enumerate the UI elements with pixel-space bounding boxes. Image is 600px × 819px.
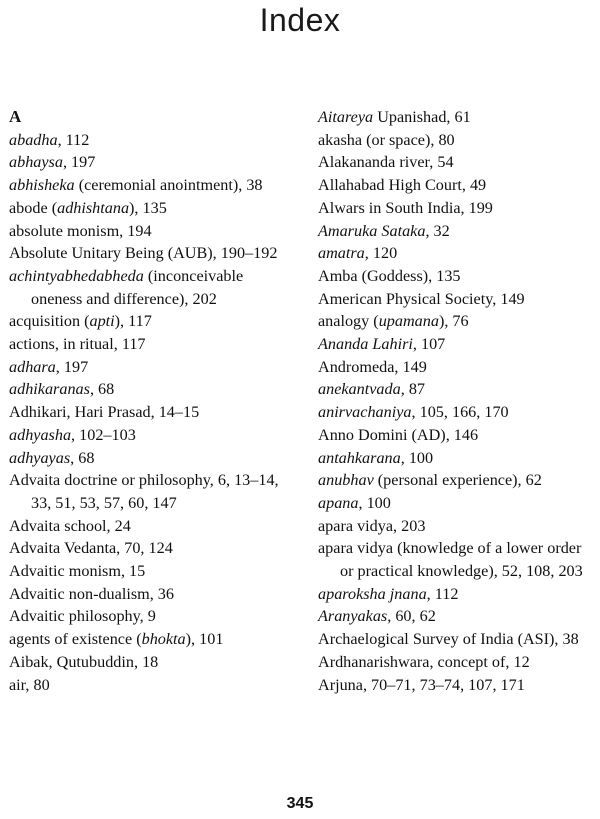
- index-entry: [9, 424, 297, 447]
- index-text: , 100: [400, 448, 434, 467]
- index-text: Advaitic philosophy, 9: [9, 607, 156, 626]
- index-text: Aibak, Qutubuddin, 18: [9, 652, 159, 671]
- index-entry: [9, 378, 297, 401]
- index-text: Ardhanarishwara, concept of, 12: [318, 652, 530, 671]
- index-text: apara vidya (knowledge of a lower order or practical knowledge), 52, 108, 203: [318, 539, 583, 581]
- index-entry: [318, 129, 598, 152]
- index-term-italic: apana: [318, 493, 359, 512]
- index-entry: [9, 129, 297, 152]
- index-entry: [9, 651, 297, 674]
- index-term-italic: anirvachaniya: [318, 403, 412, 422]
- index-entry: [9, 151, 297, 174]
- index-text: Advaita school, 24: [9, 516, 131, 535]
- index-text: Absolute Unitary Being (AUB), 190–192: [9, 244, 278, 263]
- index-text: abode (: [9, 198, 58, 217]
- index-term-italic: apti: [89, 312, 115, 331]
- index-text: ), 117: [114, 312, 152, 331]
- index-entry: [9, 628, 297, 651]
- index-entry: [318, 628, 598, 651]
- index-text: Advaitic non-dualism, 36: [9, 584, 174, 603]
- index-entry: [318, 492, 598, 515]
- index-text: Allahabad High Court, 49: [318, 176, 487, 195]
- index-term-italic: abadha: [9, 130, 58, 149]
- index-entry: [318, 288, 598, 311]
- index-text: agents of existence (: [9, 630, 142, 649]
- index-text: ), 135: [129, 198, 167, 217]
- index-entry: [318, 151, 598, 174]
- index-entry: [9, 674, 297, 697]
- index-text: , 120: [364, 244, 398, 263]
- index-text: (inconceivable oneness and difference), 202: [31, 266, 244, 308]
- index-text: Advaita doctrine or philosophy, 6, 13–14, 33, 51, 53, 57, 60, 147: [9, 471, 279, 512]
- index-entry: [9, 401, 297, 424]
- index-text: Adhikari, Hari Prasad, 14–15: [9, 403, 200, 422]
- index-term-italic: achintyabhedabheda: [9, 266, 144, 285]
- index-text: , 102–103: [71, 425, 136, 444]
- index-entry-list-right: [318, 106, 598, 696]
- index-entry: [9, 174, 297, 197]
- index-text: , 68: [89, 380, 115, 399]
- index-entry: [9, 560, 297, 583]
- index-text: , 112: [426, 584, 459, 603]
- index-text: Advaita Vedanta, 70, 124: [9, 539, 173, 558]
- index-text: (ceremonial anointment), 38: [74, 176, 263, 195]
- index-entry: [318, 674, 598, 697]
- section-letter: A: [9, 107, 22, 126]
- index-text: , 100: [358, 493, 391, 512]
- index-term-italic: adhyasha: [9, 425, 72, 444]
- index-entry: [9, 356, 297, 379]
- index-entry: [9, 447, 297, 470]
- index-entry: [318, 651, 598, 674]
- index-entry: [9, 333, 297, 356]
- index-term-italic: bhokta: [141, 630, 186, 649]
- index-entry: [318, 515, 598, 538]
- index-entry: [318, 242, 598, 265]
- index-entry: [9, 469, 297, 514]
- index-entry: [9, 242, 297, 265]
- index-text: , 197: [55, 357, 89, 376]
- index-entry: [318, 310, 598, 333]
- index-entry: [9, 605, 297, 628]
- index-term-italic: abhaysa: [9, 153, 63, 172]
- index-entry: [318, 378, 598, 401]
- index-entry: [318, 174, 598, 197]
- index-text: , 197: [62, 153, 96, 172]
- page-title: Index: [259, 2, 341, 38]
- index-text: acquisition (: [9, 312, 90, 331]
- index-entry: [318, 220, 598, 243]
- index-column-left: [9, 106, 297, 696]
- index-text: akasha (or space), 80: [318, 130, 455, 149]
- index-entry: [318, 424, 598, 447]
- index-term-italic: adhishtana: [57, 198, 130, 217]
- index-entry: [318, 605, 598, 628]
- index-term-italic: upamana: [378, 312, 439, 331]
- index-entry: [318, 265, 598, 288]
- index-entry: [9, 515, 297, 538]
- index-text: , 112: [57, 130, 90, 149]
- index-entry: [9, 583, 297, 606]
- index-text: Archaelogical Survey of India (ASI), 38: [318, 630, 579, 649]
- index-term-italic: Ananda Lahiri: [318, 335, 413, 354]
- index-entry: [318, 356, 598, 379]
- index-column-right: [318, 106, 598, 696]
- index-text: Upanishad, 61: [373, 108, 471, 126]
- index-text: Advaitic monism, 15: [9, 562, 146, 581]
- index-term-italic: adhikaranas: [9, 380, 90, 399]
- index-text: Andromeda, 149: [318, 357, 427, 376]
- index-term-italic: anekantvada: [318, 380, 401, 399]
- index-entry: [318, 537, 598, 582]
- index-text: analogy (: [318, 312, 379, 331]
- index-entry: [318, 333, 598, 356]
- index-text: ), 76: [438, 312, 469, 331]
- index-text: absolute monism, 194: [9, 221, 152, 240]
- index-term-italic: adhyayas: [9, 448, 71, 467]
- index-entry: [9, 310, 297, 333]
- index-term-italic: abhisheka: [9, 176, 75, 195]
- index-term-italic: adhara: [9, 357, 56, 376]
- index-term-italic: Aitareya: [318, 108, 374, 126]
- index-text: , 60, 62: [387, 607, 436, 626]
- page-number: 345: [286, 795, 314, 812]
- index-entry: [318, 447, 598, 470]
- index-term-italic: antahkarana: [318, 448, 401, 467]
- index-term-italic: aparoksha jnana: [318, 584, 427, 603]
- index-entry: [318, 197, 598, 220]
- index-text: air, 80: [9, 675, 50, 694]
- index-text: Arjuna, 70–71, 73–74, 107, 171: [318, 675, 525, 694]
- index-term-italic: amatra: [318, 244, 365, 263]
- index-text: Alakananda river, 54: [318, 153, 454, 172]
- index-text: American Physical Society, 149: [318, 289, 525, 308]
- index-text: apara vidya, 203: [318, 516, 426, 535]
- index-text: ), 101: [185, 630, 224, 649]
- index-entry: [9, 220, 297, 243]
- index-entry: [318, 401, 598, 424]
- index-text: , 87: [400, 380, 425, 399]
- index-entry: [318, 469, 598, 492]
- index-text: , 107: [412, 335, 446, 354]
- index-text: Alwars in South India, 199: [318, 198, 493, 217]
- index-text: , 105, 166, 170: [411, 403, 509, 422]
- index-text: (personal experience), 62: [373, 471, 542, 490]
- index-entry: [9, 197, 297, 220]
- index-entry: [318, 106, 598, 129]
- index-text: , 68: [70, 448, 95, 467]
- index-text: Amba (Goddess), 135: [318, 266, 461, 285]
- index-term-italic: anubhav: [318, 471, 374, 490]
- index-entry: [9, 537, 297, 560]
- index-term-italic: Aranyakas: [318, 607, 388, 626]
- index-text: Anno Domini (AD), 146: [318, 425, 479, 444]
- index-term-italic: Amaruka Sataka: [318, 221, 426, 240]
- index-entry: [318, 583, 598, 606]
- index-entry-list-left: [9, 129, 297, 697]
- index-entry: [9, 265, 297, 310]
- index-text: actions, in ritual, 117: [9, 335, 146, 354]
- index-text: , 32: [425, 221, 450, 240]
